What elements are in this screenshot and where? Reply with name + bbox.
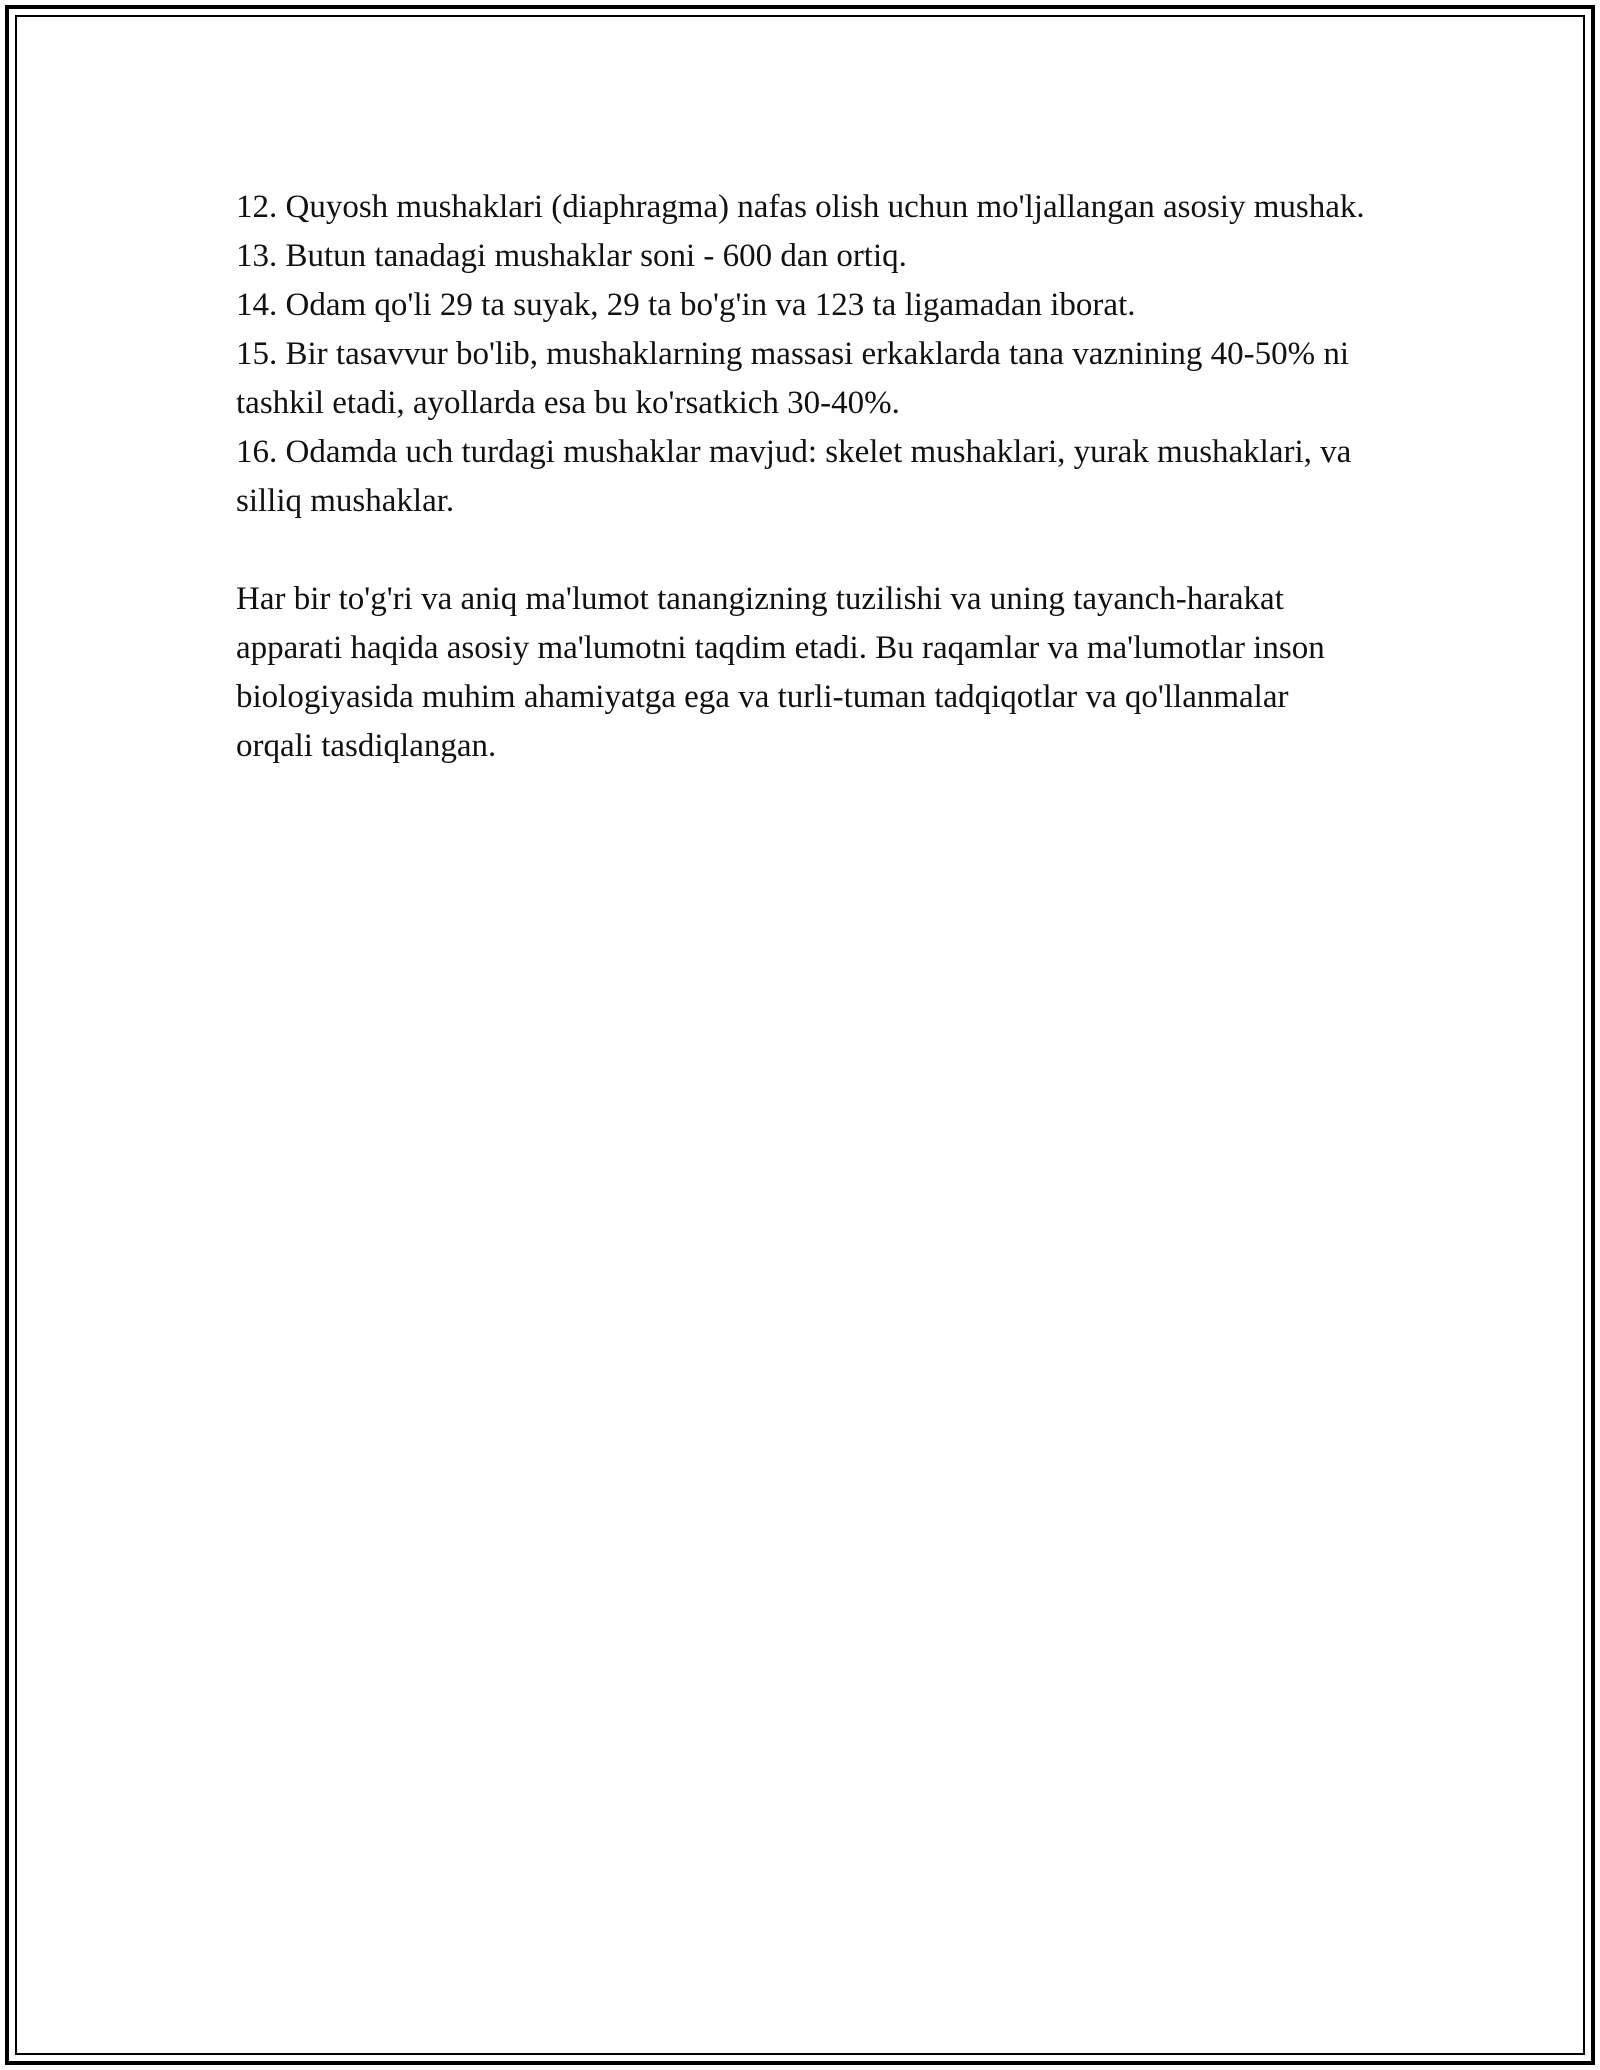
document-body: [236, 183, 1366, 771]
list-item: 14. Odam qo'li 29 ta suyak, 29 ta bo'g'in va 123 ta ligamadan iborat.: [236, 287, 1136, 323]
list-item: 15. Bir tasavvur bo'lib, mushaklarning massasi erkaklarda tana vaznining 40-50% ni tashkil etadi, ayollarda esa bu ko'rsatkich 30-40%.: [236, 336, 1350, 421]
list-item: 13. Butun tanadagi mushaklar soni - 600 dan ortiq.: [236, 238, 907, 274]
list-item: 12. Quyosh mushaklari (diaphragma) nafas olish uchun mo'ljallangan asosiy mushak.: [236, 189, 1365, 225]
list-item: 16. Odamda uch turdagi mushaklar mavjud: skelet mushaklari, yurak mushaklari, va silliq mushaklar.: [236, 434, 1352, 519]
closing-paragraph: Har bir to'g'ri va aniq ma'lumot tanangizning tuzilishi va uning tayanch-harakat apparati haqida asosiy ma'lumotni taqdim etadi. Bu raqamlar va ma'lumotlar inson biologiyasida muhim ahamiyatga ega va turli-tuman tadqiqotlar va qo'llanmalar orqali tasdiqlangan.: [236, 581, 1325, 764]
